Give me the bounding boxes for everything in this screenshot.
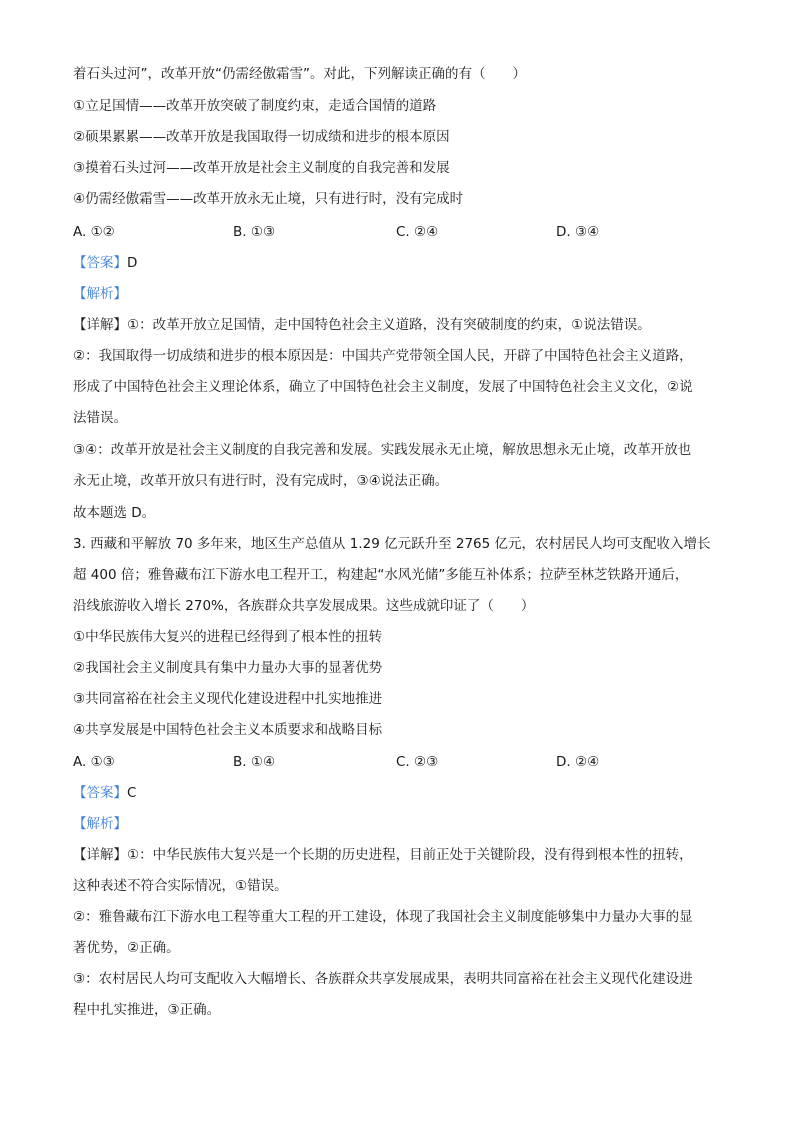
- q2-option-c: C. ②④: [396, 224, 439, 240]
- q3-detail-line: 程中扎实推进，③正确。: [73, 1002, 221, 1018]
- q3-detail-line: ③：农村居民人均可支配收入大幅增长、各族群众共享发展成果，表明共同富裕在社会主义现代化建设进: [73, 971, 693, 987]
- q2-detail-line: ②：我国取得一切成绩和进步的根本原因是：中国共产党带领全国人民，开辟了中国特色社会主义道路，: [73, 348, 693, 364]
- q3-option-b: B. ①④: [233, 754, 276, 770]
- q3-option-a: A. ①③: [73, 754, 115, 770]
- q2-detail-row-1: [73, 315, 651, 335]
- q3-statement-4: ④共享发展是中国特色社会主义本质要求和战略目标: [73, 722, 383, 738]
- q3-stem-line: 沿线旅游收入增长 270%，各族群众共享发展成果。这些成就印证了（ ）: [73, 598, 535, 614]
- q2-statement-3: ③摸着石头过河——改革开放是社会主义制度的自我完善和发展: [73, 160, 450, 176]
- q2-option-d: D. ③④: [556, 224, 600, 240]
- q2-detail-line: 形成了中国特色社会主义理论体系，确立了中国特色社会主义制度，发展了中国特色社会主义文化，②说: [73, 379, 693, 395]
- q2-detail-line: 法错误。: [73, 410, 127, 426]
- q2-conclusion: 故本题选 D。: [73, 505, 156, 521]
- analysis-tag: 【解析】: [73, 286, 127, 302]
- q2-detail-line: ①：改革开放立足国情，走中国特色社会主义道路，没有突破制度的约束，①说法错误。: [127, 317, 651, 333]
- q2-stem-tail: 着石头过河”，改革开放“仍需经傲霜雪”。对此，下列解读正确的有（ ）: [73, 66, 526, 82]
- q3-answer-row: [73, 783, 136, 803]
- q3-detail-line: ②：雅鲁藏布江下游水电工程等重大工程的开工建设，体现了我国社会主义制度能够集中力量办大事的显: [73, 909, 693, 925]
- q2-answer-row: [73, 253, 137, 273]
- q2-option-b: B. ①③: [233, 224, 276, 240]
- q3-statement-2: ②我国社会主义制度具有集中力量办大事的显著优势: [73, 660, 383, 676]
- answer-tag: 【答案】: [73, 255, 127, 271]
- q3-analysis-tag-row: [73, 814, 127, 834]
- q3-detail-line: 著优势，②正确。: [73, 940, 180, 956]
- q2-statement-2: ②硕果累累——改革开放是我国取得一切成绩和进步的根本原因: [73, 129, 450, 145]
- answer-tag: 【答案】: [73, 785, 127, 801]
- q2-option-a: A. ①②: [73, 224, 115, 240]
- q2-answer-value: D: [127, 255, 138, 271]
- q3-stem-line: 超 400 倍；雅鲁藏布江下游水电工程开工，构建起“水风光储”多能互补体系；拉萨至林芝铁路开通后，: [73, 567, 689, 583]
- q3-option-d: D. ②④: [556, 754, 600, 770]
- analysis-tag: 【解析】: [73, 816, 127, 832]
- q3-statement-3: ③共同富裕在社会主义现代化建设进程中扎实地推进: [73, 691, 383, 707]
- q2-analysis-tag-row: [73, 284, 127, 304]
- q3-detail-row-1: [73, 845, 693, 865]
- q2-statement-1: ①立足国情——改革开放突破了制度约束，走适合国情的道路: [73, 98, 437, 114]
- detail-tag: 【详解】: [73, 847, 127, 863]
- q3-detail-line: ①：中华民族伟大复兴是一个长期的历史进程，目前正处于关键阶段，没有得到根本性的扭转，: [127, 847, 693, 863]
- q3-detail-line: 这种表述不符合实际情况，①错误。: [73, 878, 288, 894]
- q2-detail-line: ③④：改革开放是社会主义制度的自我完善和发展。实践发展永无止境，解放思想永无止境，改革开放也: [73, 442, 692, 458]
- q3-stem-line: 3. 西藏和平解放 70 多年来，地区生产总值从 1.29 亿元跃升至 2765 亿元，农村居民人均可支配收入增长: [73, 536, 711, 552]
- q2-statement-4: ④仍需经傲霜雪——改革开放永无止境，只有进行时，没有完成时: [73, 191, 464, 207]
- q3-option-c: C. ②③: [396, 754, 439, 770]
- q3-answer-value: C: [127, 785, 137, 801]
- detail-tag: 【详解】: [73, 317, 127, 333]
- q3-statement-1: ①中华民族伟大复兴的进程已经得到了根本性的扭转: [73, 629, 383, 645]
- q2-detail-line: 永无止境，改革开放只有进行时，没有完成时，③④说法正确。: [73, 473, 449, 489]
